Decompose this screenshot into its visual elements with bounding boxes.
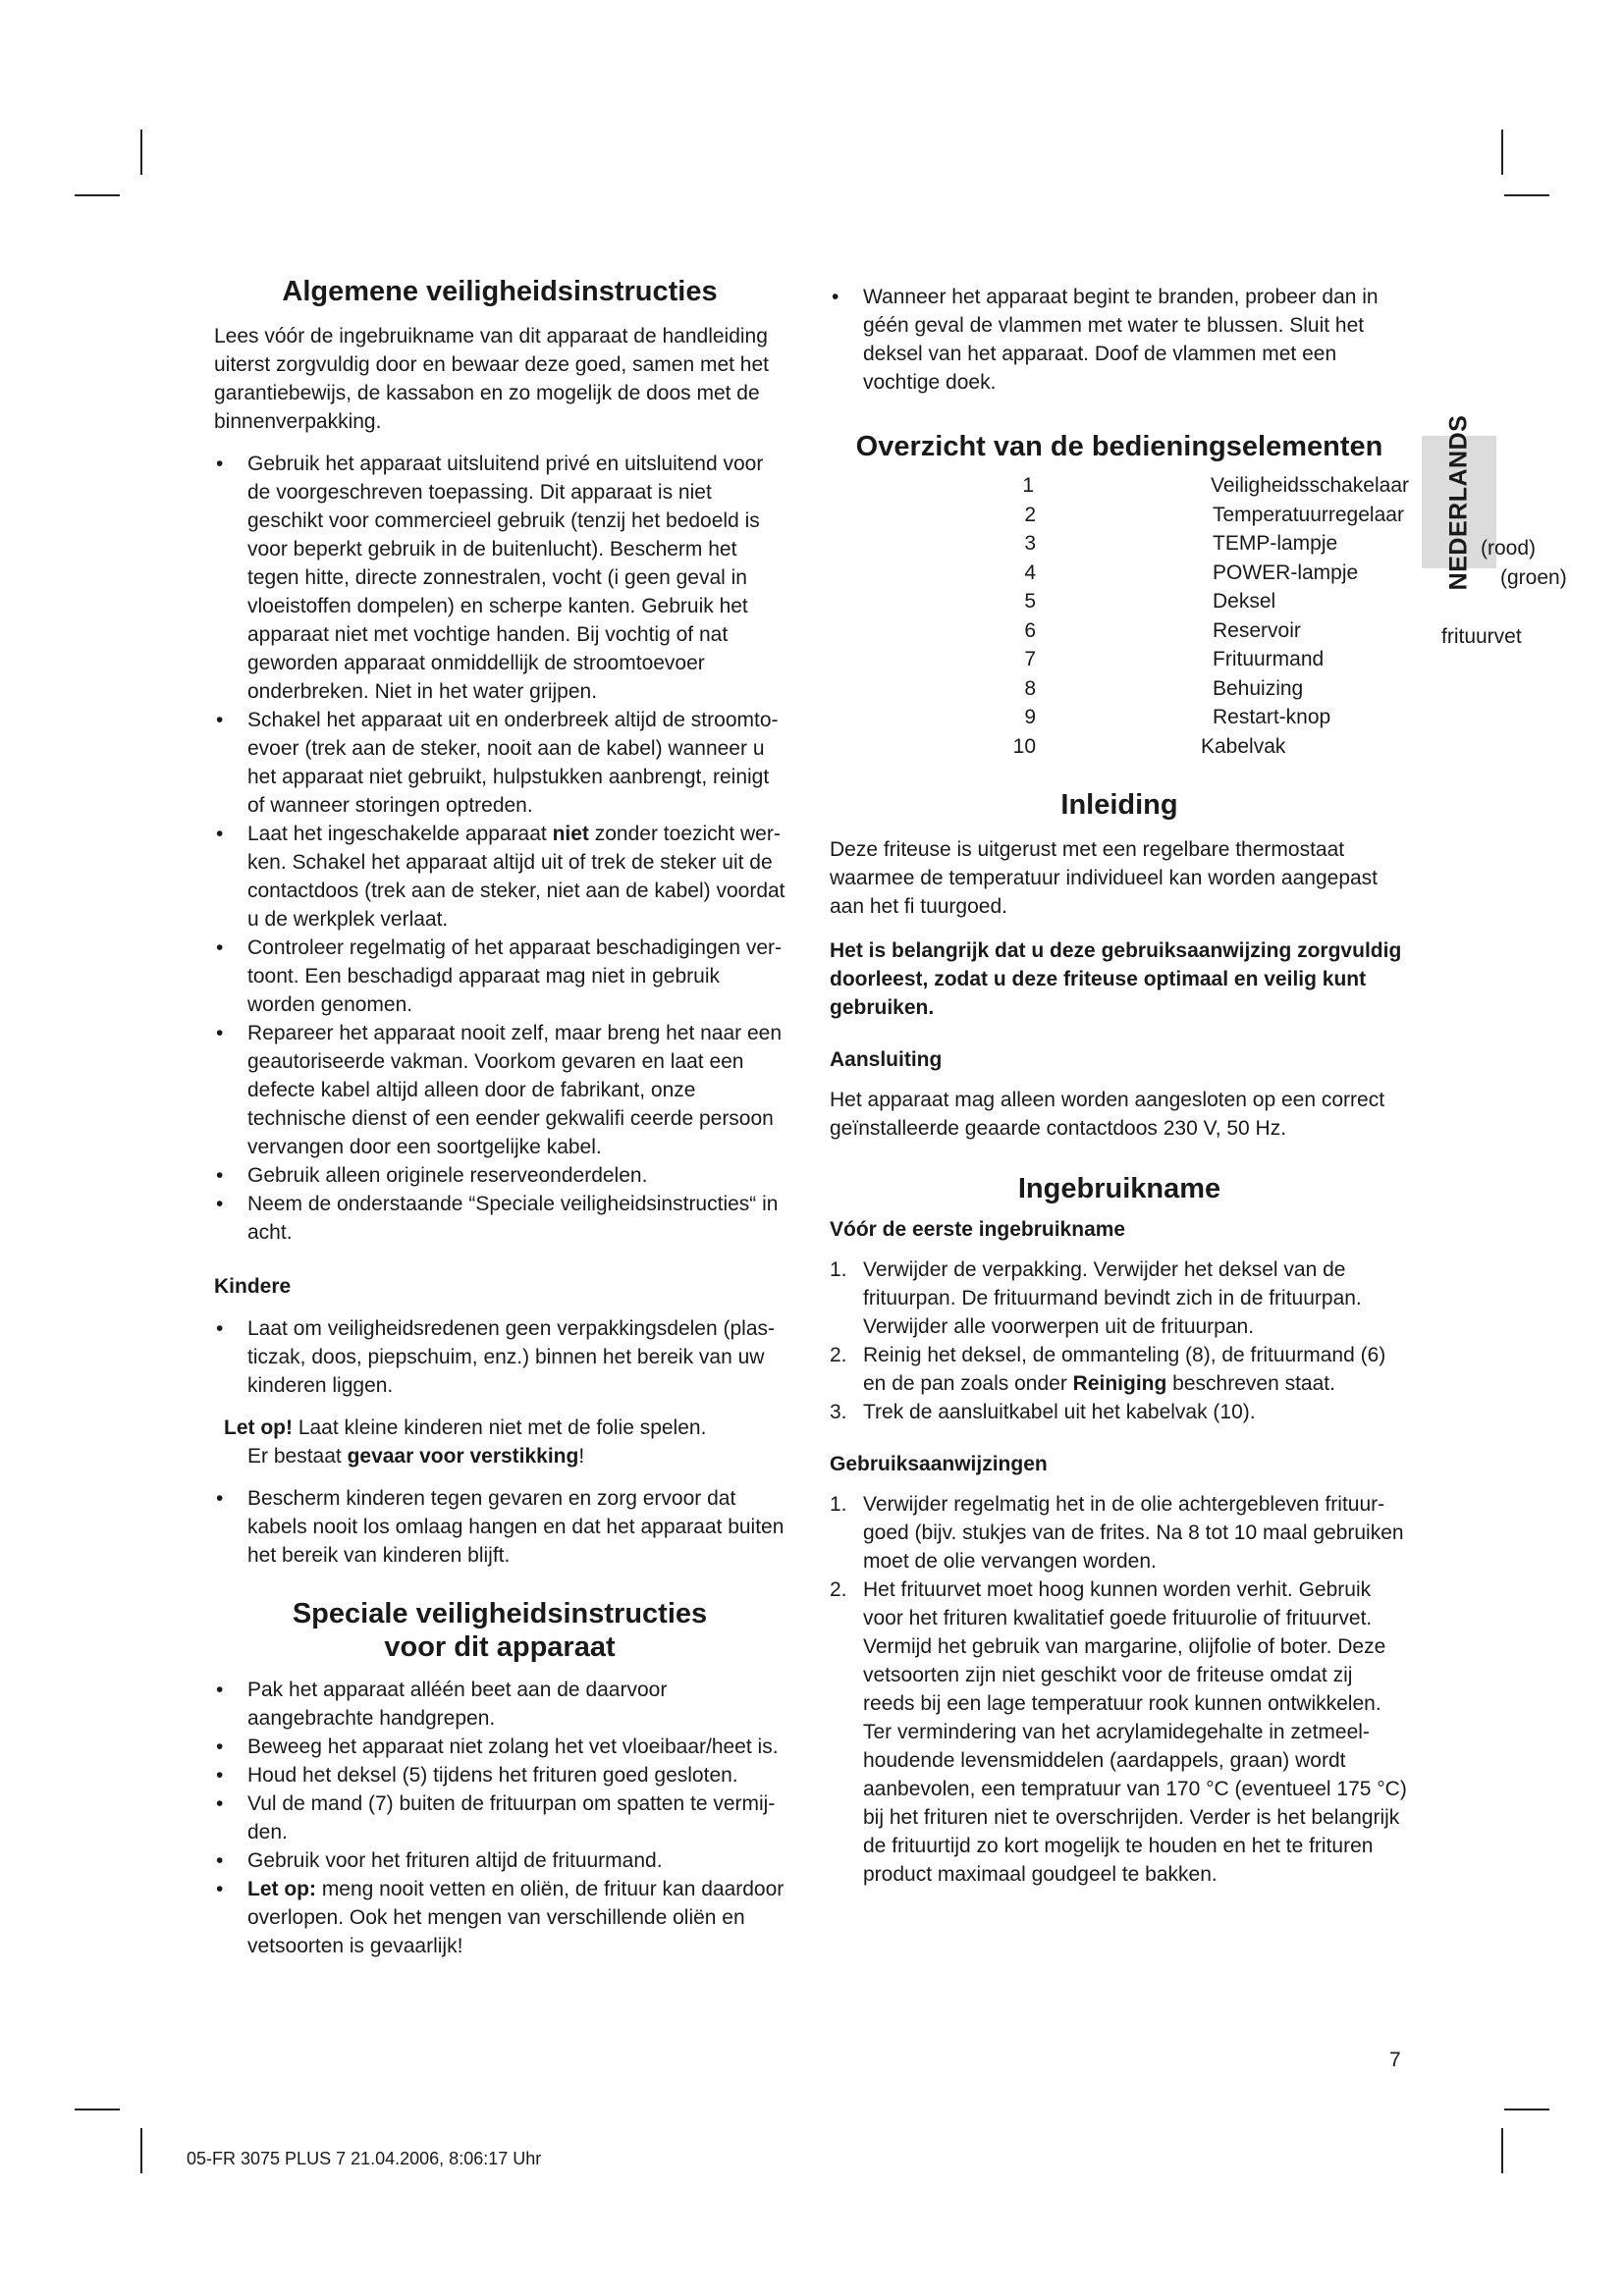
print-footer: 05-FR 3075 PLUS 7 21.04.2006, 8:06:17 Uhr bbox=[187, 2149, 542, 2168]
list-item: • Controleer regelmatig of het apparaat beschadigingen vertoont. Een beschadigd apparaat mag niet in gebruik worden genomen. bbox=[214, 934, 785, 1019]
list-item: • Gebruik alleen originele reserveonderdelen. bbox=[214, 1161, 785, 1190]
overview-row: 10 Kabelvak bbox=[1012, 734, 1286, 758]
overview-row: 6 Reservoir bbox=[1024, 618, 1301, 642]
first-use-steps bbox=[830, 1255, 1409, 1426]
section-title-inleiding: Inleiding bbox=[1060, 789, 1178, 821]
section-title-ingebruikname: Ingebruikname bbox=[1017, 1173, 1221, 1204]
section-title-overview: Overzicht van de bedieningselementen bbox=[855, 431, 1383, 462]
side-note-frituurvet: frituurvet bbox=[1441, 625, 1522, 648]
children-list-2 bbox=[214, 1484, 785, 1570]
side-note-groen: (groen) bbox=[1500, 566, 1567, 589]
list-item: • Laat het ingeschakelde apparaat niet zonder toezicht werken. Schakel het apparaat altijd uit of trek de steker uit de contactdoos (trek aan de steker, niet aan de kabel) voordat u de werkplek verlaat. bbox=[214, 820, 785, 934]
subheading-gebruiksaanwijzingen: Gebruiksaanwijzingen bbox=[830, 1453, 1048, 1475]
list-item: 1. Verwijder regelmatig het in de olie achtergebleven frituurgoed (bijv. stukjes van de frites. Na 8 tot 10 maal gebruiken moet de olie vervangen worden. bbox=[830, 1493, 1404, 1573]
crop-mark bbox=[1501, 2128, 1503, 2173]
list-item: 3. Trek de aansluitkabel uit het kabelvak (10). bbox=[830, 1401, 1256, 1423]
crop-mark bbox=[1501, 130, 1503, 175]
crop-mark bbox=[1504, 194, 1549, 196]
overview-row: 4 POWER-lampje bbox=[1024, 561, 1359, 584]
list-item: • Beweeg het apparaat niet zolang het vet vloeibaar/heet is. bbox=[214, 1733, 785, 1761]
page-number: 7 bbox=[1389, 2049, 1401, 2071]
crop-mark bbox=[140, 130, 142, 175]
aansluiting-paragraph: Het apparaat mag alleen worden aangesloten op een correct geïnstalleerde geaarde contactdoos 230 V, 50 Hz. bbox=[830, 1089, 1385, 1140]
list-item: 1. Verwijder de verpakking. Verwijder het deksel van de frituurpan. De frituurmand bevindt zich in de frituurpan. Verwijder alle voorwerpen uit de frituurpan. bbox=[830, 1258, 1362, 1338]
warning-note: Let op! Laat kleine kinderen niet met de folie spelen. Er bestaat gevaar voor verstikking! bbox=[224, 1416, 707, 1468]
right-column bbox=[830, 275, 1409, 1889]
children-list bbox=[214, 1314, 785, 1400]
list-item: • Neem de onderstaande “Speciale veiligheidsinstructies“ in acht. bbox=[214, 1190, 785, 1247]
overview-row: 9 Restart-knop bbox=[1024, 706, 1331, 728]
list-item: • Houd het deksel (5) tijdens het frituren goed gesloten. bbox=[214, 1761, 785, 1789]
important-notice: Het is belangrijk dat u deze gebruiksaanwijzing zorgvuldig doorleest, zodat u deze friteuse optimaal en veilig kunt gebruiken. bbox=[830, 939, 1402, 1019]
side-note-rood: (rood) bbox=[1481, 537, 1537, 560]
special-safety-list bbox=[214, 1676, 785, 1960]
section-title-general-safety: Algemene veiligheidsinstructies bbox=[282, 276, 718, 307]
section-title-special-safety: Speciale veiligheidsinstructies voor dit apparaat bbox=[292, 1598, 708, 1663]
list-item: • Bescherm kinderen tegen gevaren en zorg ervoor dat kabels nooit los omlaag hangen en dat het apparaat buiten het bereik van kinderen blijft. bbox=[214, 1484, 785, 1570]
crop-mark bbox=[75, 2109, 120, 2110]
subheading-aansluiting: Aansluiting bbox=[830, 1048, 943, 1071]
list-item: • Schakel het apparaat uit en onderbreek altijd de stroomtoevoer (trek aan de steker, nooit aan de kabel) wanneer u het apparaat niet gebruikt, hulpstukken aanbrengt, reinigt of wanneer storingen optreden. bbox=[214, 706, 785, 820]
list-item: • Wanneer het apparaat begint te branden, probeer dan in géén geval de vlammen met water te blussen. Sluit het deksel van het apparaat. Doof de vlammen met een vochtige doek. bbox=[830, 283, 1409, 397]
controls-overview bbox=[830, 471, 1409, 761]
list-item: • Let op: meng nooit vetten en oliën, de frituur kan daardoor overlopen. Ook het mengen van verschillende oliën en vetsoorten is gevaarlijk! bbox=[214, 1875, 785, 1960]
list-item: • Pak het apparaat alléén beet aan de daarvoor aangebrachte handgrepen. bbox=[214, 1676, 785, 1733]
intro-paragraph: Lees vóór de ingebruikname van dit apparaat de handleiding uiterst zorgvuldig door en bewaar deze goed, samen met het garantiebewijs, de kassabon en zo mogelijk de doos met de binnenverpakking. bbox=[214, 325, 770, 433]
overview-row: 2 Temperatuurregelaar bbox=[1024, 503, 1404, 526]
list-item: 2. Reinig het deksel, de ommanteling (8), de frituurmand (6) en de pan zoals onder Reiniging beschreven staat. bbox=[830, 1344, 1386, 1395]
left-column bbox=[214, 275, 785, 1960]
usage-steps bbox=[830, 1490, 1409, 1889]
list-item: • Vul de mand (7) buiten de frituurpan om spatten te vermijden. bbox=[214, 1789, 785, 1846]
subheading-kindere: Kindere bbox=[214, 1275, 292, 1298]
safety-list bbox=[214, 450, 785, 1247]
fire-list bbox=[830, 283, 1409, 397]
subheading-voor-eerste: Vóór de eerste ingebruikname bbox=[830, 1218, 1126, 1241]
crop-mark bbox=[140, 2128, 142, 2173]
overview-row: 8 Behuizing bbox=[1024, 676, 1304, 700]
list-item: • Gebruik het apparaat uitsluitend privé en uitsluitend voor de voorgeschreven toepassing. Dit apparaat is niet geschikt voor commercieel gebruik (tenzij het bedoeld is voor beperkt gebruik in de buitenlucht). Bescherm het tegen hitte, directe zonnestralen, vocht (i geen geval in vloeistoffen dompelen) en scherpe kanten. Gebruik het apparaat niet met vochtige handen. Bij vochtig of nat geworden apparaat onmiddellijk de stroomtoevoer onderbreken. Niet in het water grijpen. bbox=[214, 450, 785, 706]
language-tab-label: NEDERLANDS bbox=[1444, 414, 1473, 590]
list-item: • Laat om veiligheidsredenen geen verpakkingsdelen (plasticzak, doos, piepschuim, enz.) binnen het bereik van uw kinderen liggen. bbox=[214, 1314, 785, 1400]
list-item: 2. Het frituurvet moet hoog kunnen worden verhit. Gebruik voor het frituren kwalitatief goede frituurolie of frituurvet. Vermijd het gebruik van margarine, olijfolie of boter. Deze vetsoorten zijn niet geschikt voor de friteuse omdat zij reeds bij een lage temperatuur rook kunnen ontwikkelen. Ter vermindering van het acrylamidegehalte in zetmeelhoudende levensmiddelen (aardappels, graan) wordt aanbevolen, een tempratuur van 170 °C (eventueel 175 °C) bij het frituren niet te overschrijden. Verder is het belangrijk de frituurtijd zo kort mogelijk te houden en het te frituren product maximaal goudgeel te bakken. bbox=[830, 1578, 1407, 1886]
inleiding-paragraph: Deze friteuse is uitgerust met een regelbare thermostaat waarmee de temperatuur individueel kan worden aangepast aan het fi tuurgoed. bbox=[830, 838, 1379, 918]
overview-row: 5 Deksel bbox=[1024, 590, 1276, 613]
overview-row: 1 Veiligheidsschakelaar bbox=[1022, 474, 1409, 497]
list-item: • Gebruik voor het frituren altijd de frituurmand. bbox=[214, 1846, 785, 1875]
overview-row: 7 Frituurmand bbox=[1024, 648, 1325, 670]
crop-mark bbox=[1504, 2109, 1549, 2110]
overview-row: 3 TEMP-lampje bbox=[1024, 532, 1338, 555]
list-item: • Repareer het apparaat nooit zelf, maar breng het naar een geautoriseerde vakman. Voorkom gevaren en laat een defecte kabel altijd alleen door de fabrikant, onze technische dienst of een eender gekwalifi ceerde persoon vervangen door een soortgelijke kabel. bbox=[214, 1019, 785, 1161]
crop-mark bbox=[75, 194, 120, 196]
